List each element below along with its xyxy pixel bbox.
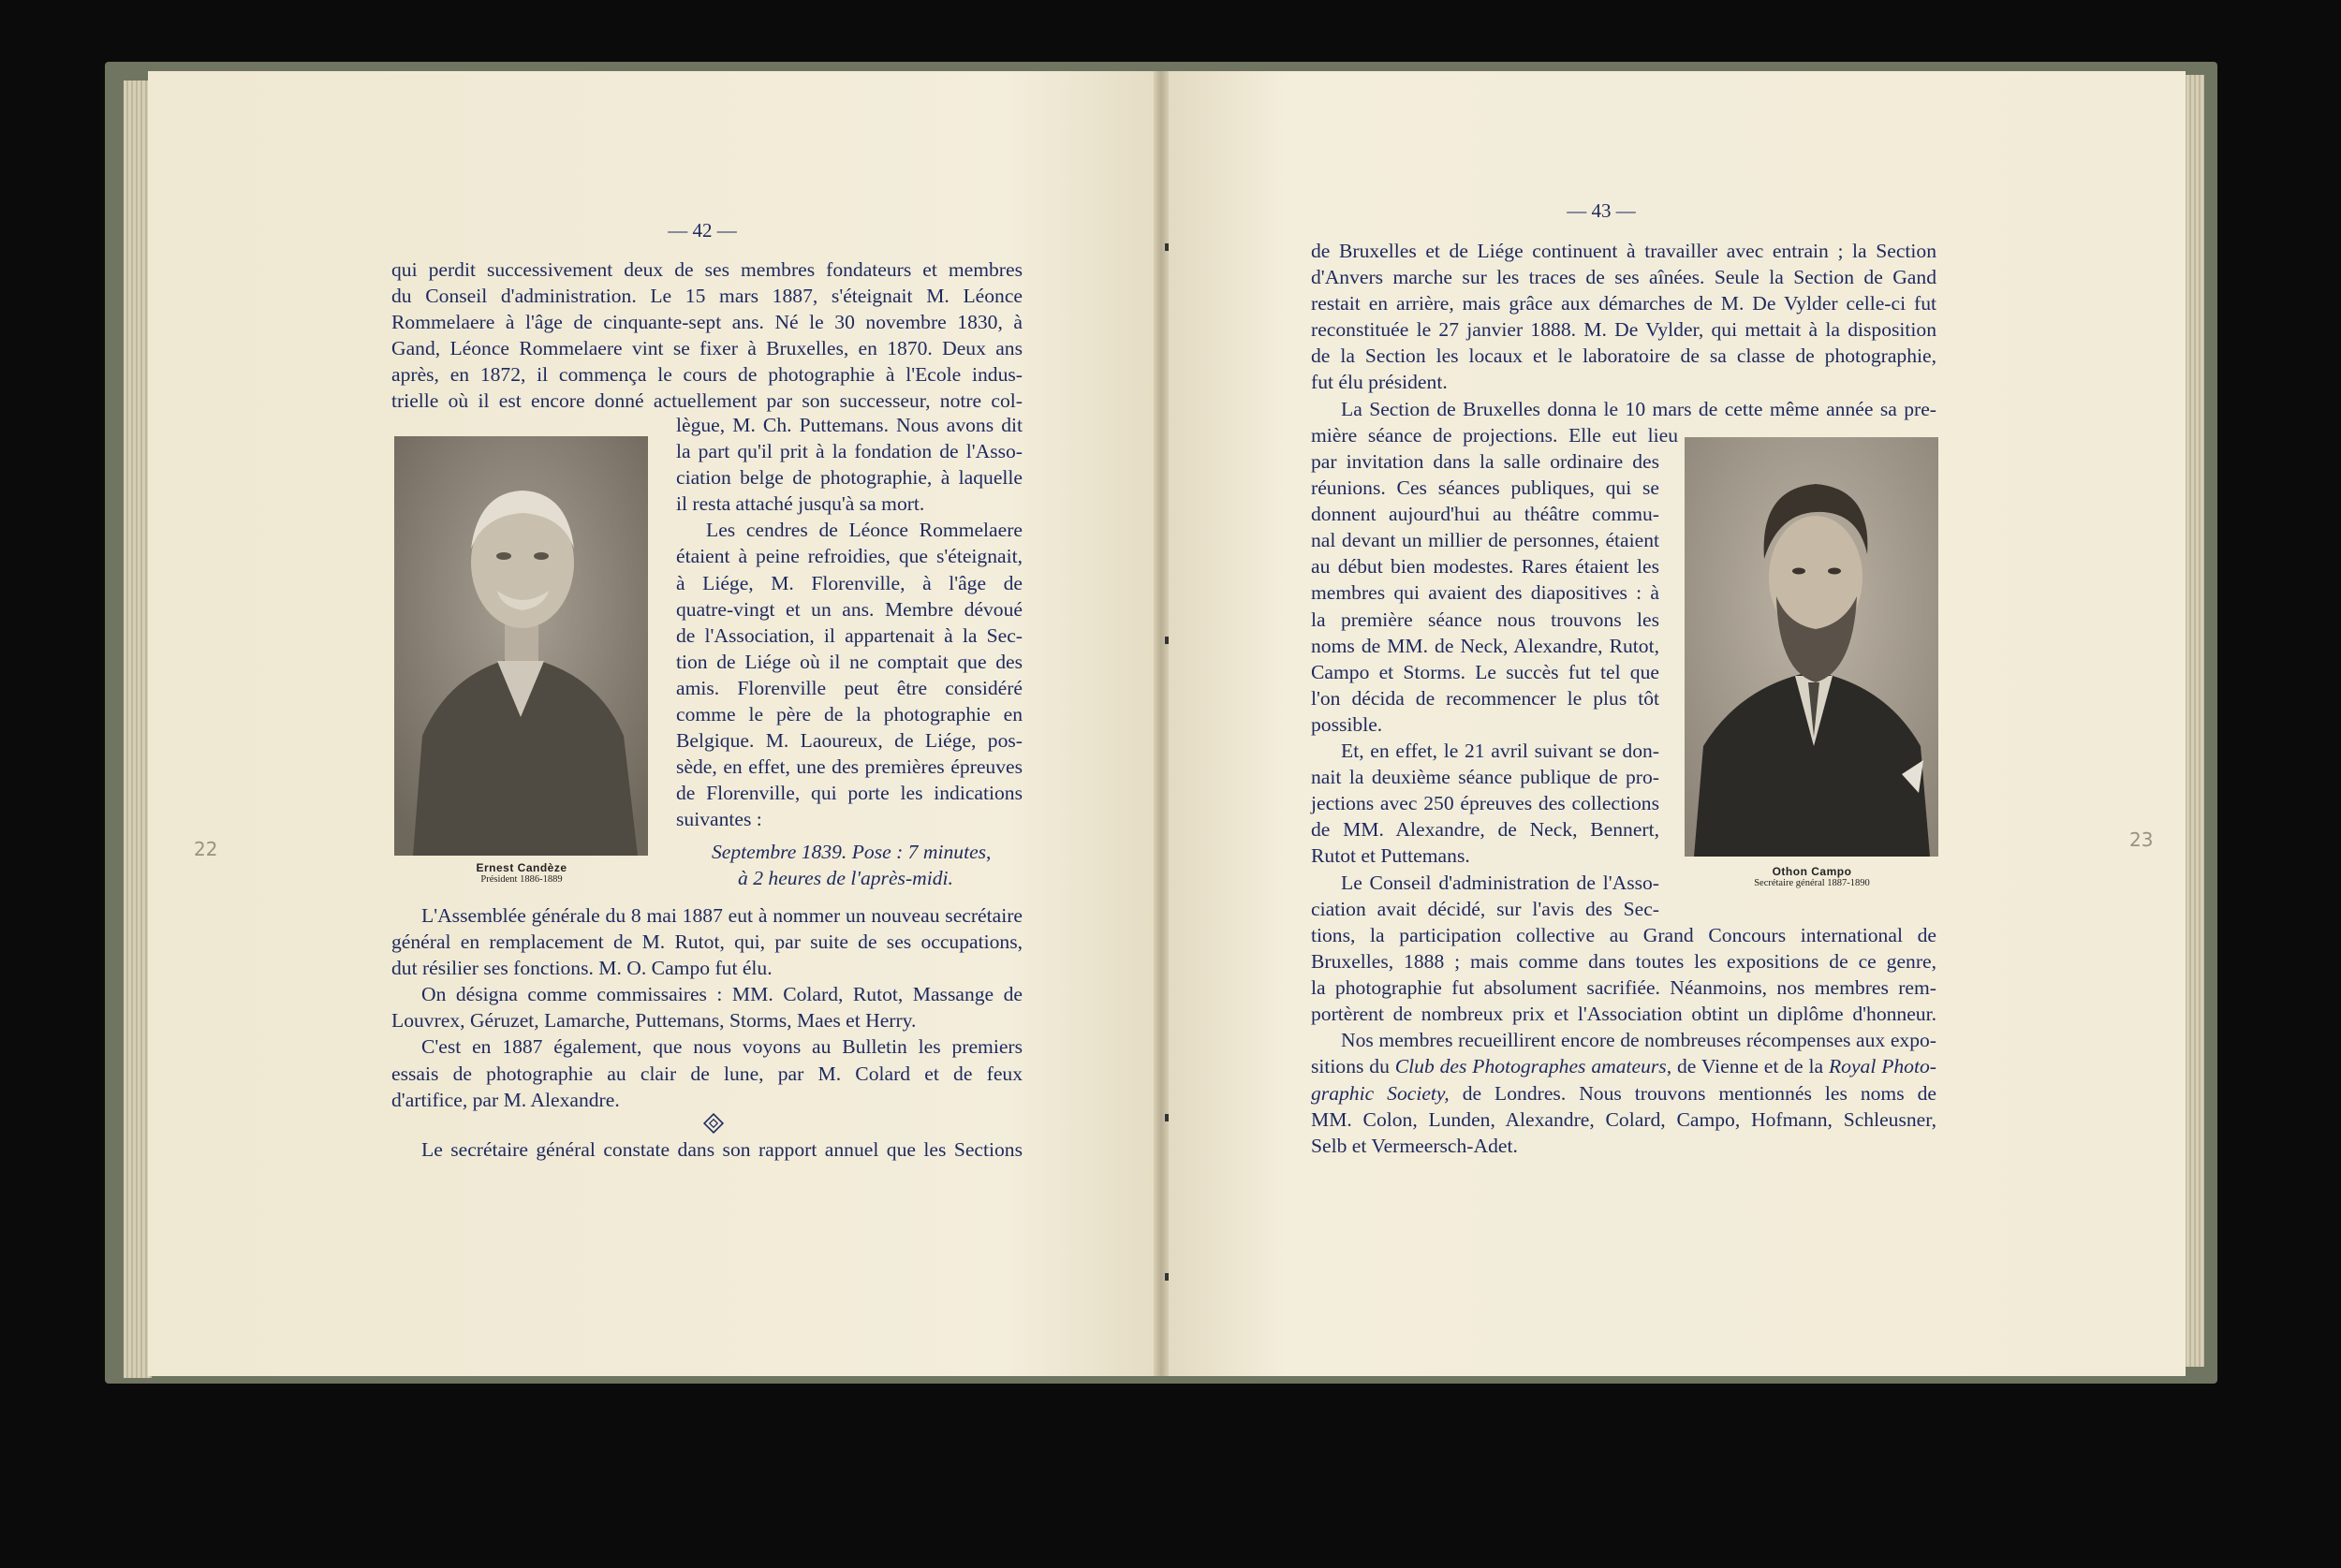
text-line: mière séance de projections. Elle eut lieu	[1311, 423, 1678, 447]
text-line: tions, la participation collective au Grand Concours international de	[1311, 924, 1936, 946]
text-line: la première séance nous trouvons les	[1311, 608, 1659, 631]
text-line: Le Conseil d'administration de l'Asso-	[1341, 871, 1659, 894]
caption-role: Président 1886-1889	[480, 874, 563, 885]
text-line: Gand, Léonce Rommelaere vint se fixer à Bruxelles, en 1870. Deux ans	[391, 337, 1023, 360]
margin-note-right: 23	[2129, 828, 2154, 851]
quote-line-2: à 2 heures de l'après-midi.	[738, 867, 953, 890]
text-line: du Conseil d'administration. Le 15 mars 1887, s'éteignait M. Léonce	[391, 285, 1023, 308]
quote-line-1: Septembre 1839. Pose : 7 minutes,	[712, 841, 992, 863]
text-line: C'est en 1887 également, que nous voyons au Bulletin les premiers	[421, 1035, 1023, 1059]
text-line: tion de Liége où il ne comptait que des	[676, 650, 1023, 673]
text-line: noms de MM. de Neck, Alexandre, Rutot,	[1311, 634, 1659, 657]
text-line: comme le père de la photographie en	[676, 703, 1023, 726]
text-line: de MM. Alexandre, de Neck, Bennert,	[1311, 818, 1659, 842]
left-text-bottom	[391, 902, 1023, 1113]
section-ornament-icon	[702, 1112, 725, 1135]
caption-name: Othon Campo	[1772, 865, 1852, 878]
text-line: qui perdit successivement deux de ses membres fondateurs et membres	[391, 258, 1023, 281]
text-line: nal devant un millier de personnes, étaient	[1311, 529, 1659, 552]
text-line: jections avec 250 épreuves des collections	[1311, 792, 1659, 815]
text-line: Et, en effet, le 21 avril suivant se don-	[1341, 740, 1659, 763]
text-line: de la Section les locaux et le laboratoire de sa classe de photographie,	[1311, 344, 1936, 368]
text-line: suivantes :	[676, 808, 762, 831]
text-line: la part qu'il prit à la fondation de l'Asso-	[676, 440, 1023, 463]
text-line: général en remplacement de M. Rutot, qui, par suite de ses occupations,	[391, 931, 1023, 954]
right-text-bottom	[1311, 922, 1936, 1159]
text-line: Bruxelles, 1888 ; mais comme dans toutes les expositions de ce genre,	[1311, 950, 1936, 974]
text-fragment: de Vienne et de la	[1671, 1055, 1829, 1078]
text-line: au début bien modestes. Rares étaient les	[1311, 555, 1659, 579]
text-line: à Liége, M. Florenville, à l'âge de	[676, 571, 1023, 594]
portrait-ernest-candeze	[394, 436, 648, 856]
text-line: nait la deuxième séance publique de pro-	[1311, 766, 1659, 789]
text-line: Selb et Vermeersch-Adet.	[1311, 1134, 1518, 1157]
text-line: possible.	[1311, 712, 1383, 736]
text-line: essais de photographie au clair de lune, par M. Colard et de feux	[391, 1062, 1023, 1085]
text-line	[1311, 1080, 1936, 1106]
text-line: d'artifice, par M. Alexandre.	[391, 1088, 620, 1111]
text-line: il resta attaché jusqu'à sa mort.	[676, 492, 925, 516]
text-line: restait en arrière, mais grâce aux démarches de M. De Vylder celle-ci fut	[1311, 292, 1936, 315]
text-line: sède, en effet, une des premières épreuves	[676, 755, 1023, 779]
text-line: Campo et Storms. Le succès fut tel que	[1311, 660, 1659, 683]
text-line: réunions. Ces séances publiques, qui se	[1311, 476, 1659, 500]
spine-stitch	[1165, 637, 1169, 644]
text-fragment: sitions du	[1311, 1055, 1395, 1078]
left-text-side	[676, 412, 1023, 833]
text-line: de Bruxelles et de Liége continuent à travailler avec entrain ; la Section	[1311, 240, 1936, 262]
portrait-othon-campo	[1685, 437, 1938, 857]
page-number-left: — 42 —	[668, 219, 737, 242]
text-line: portèrent de nombreux prix et l'Association obtint un diplôme d'honneur.	[1311, 1003, 1936, 1026]
page-number-right: — 43 —	[1567, 199, 1636, 222]
text-line: par invitation dans la salle ordinaire des	[1311, 450, 1659, 473]
text-line: lègue, M. Ch. Puttemans. Nous avons dit	[676, 414, 1023, 436]
text-line: Belgique. M. Laoureux, de Liége, pos-	[676, 729, 1023, 753]
text-line: après, en 1872, il commença le cours de photographie à l'Ecole indus-	[391, 363, 1023, 387]
text-line: amis. Florenville peut être considéré	[676, 676, 1023, 699]
caption-ernest-candeze	[409, 861, 634, 885]
text-line: quatre-vingt et un ans. Membre dévoué	[676, 597, 1023, 621]
text-fragment: de Londres. Nous trouvons mentionnés les noms de	[1449, 1081, 1936, 1105]
text-line: fut élu président.	[1311, 371, 1448, 394]
text-line: L'Assemblée générale du 8 mai 1887 eut à nommer un nouveau secrétaire	[421, 904, 1023, 927]
society-name-cont: graphic Society,	[1311, 1081, 1450, 1105]
right-text-side	[1311, 448, 1659, 922]
caption-othon-campo	[1700, 865, 1924, 888]
text-line: trielle où il est encore donné actuellement par son successeur, notre col-	[391, 389, 1023, 413]
text-line: reconstituée le 27 janvier 1888. M. De Vylder, qui mettait à la disposition	[1311, 318, 1936, 342]
spine-stitch	[1165, 1273, 1169, 1281]
text-line: MM. Colon, Lunden, Alexandre, Colard, Campo, Hofmann, Schleusner,	[1311, 1107, 1936, 1131]
spine-stitch	[1165, 243, 1169, 251]
portrait-image	[394, 436, 648, 856]
book-gutter	[1154, 71, 1169, 1376]
text-line: On désigna comme commissaires : MM. Colard, Rutot, Massange de	[421, 983, 1023, 1006]
text-line: donnent aujourd'hui au théâtre commu-	[1311, 503, 1659, 526]
text-line	[1311, 1053, 1936, 1079]
caption-name: Ernest Candèze	[476, 861, 567, 874]
text-line: Les cendres de Léonce Rommelaere	[706, 519, 1023, 542]
text-line: la photographie fut absolument sacrifiée. Néanmoins, nos membres rem-	[1311, 976, 1936, 1000]
text-line: de l'Association, il appartenait à la Sec-	[676, 623, 1023, 647]
quote-block	[712, 839, 1023, 891]
right-text-top	[1311, 238, 1936, 448]
text-line: de Florenville, qui porte les indications	[676, 782, 1023, 805]
text-line: Le secrétaire général constate dans son rapport annuel que les Sections	[421, 1138, 1023, 1161]
text-line: l'on décida de recommencer le plus tôt	[1311, 686, 1659, 710]
text-line: La Section de Bruxelles donna le 10 mars de cette même année sa pre-	[1341, 397, 1936, 420]
text-line: étaient à peine refroidies, que s'éteignait,	[676, 545, 1023, 568]
text-line: Louvrex, Géruzet, Lamarche, Puttemans, Storms, Maes et Herry.	[391, 1009, 917, 1033]
text-line: Rutot et Puttemans.	[1311, 844, 1470, 868]
text-line: ciation avait décidé, sur l'avis des Sec-	[1311, 897, 1659, 920]
caption-role: Secrétaire général 1887-1890	[1754, 878, 1870, 888]
text-line: membres qui avaient des diapositives : à	[1311, 581, 1659, 605]
text-line: Nos membres recueillirent encore de nombreuses récompenses aux expo-	[1341, 1029, 1936, 1052]
left-text-last	[391, 1136, 1023, 1163]
text-line: Rommelaere à l'âge de cinquante-sept ans. Né le 30 novembre 1830, à	[391, 311, 1023, 334]
left-text-top	[391, 256, 1023, 415]
club-name: Club des Photographes amateurs,	[1394, 1055, 1672, 1078]
text-line: dut résilier ses fonctions. M. O. Campo fut élu.	[391, 957, 773, 980]
portrait-image	[1685, 437, 1938, 857]
spine-stitch	[1165, 1114, 1169, 1121]
margin-note-left: 22	[194, 838, 218, 860]
text-line: ciation belge de photographie, à laquelle	[676, 466, 1023, 490]
text-line: d'Anvers marche sur les traces de ses aînées. Seule la Section de Gand	[1311, 266, 1936, 289]
society-name: Royal Photo-	[1828, 1055, 1936, 1078]
